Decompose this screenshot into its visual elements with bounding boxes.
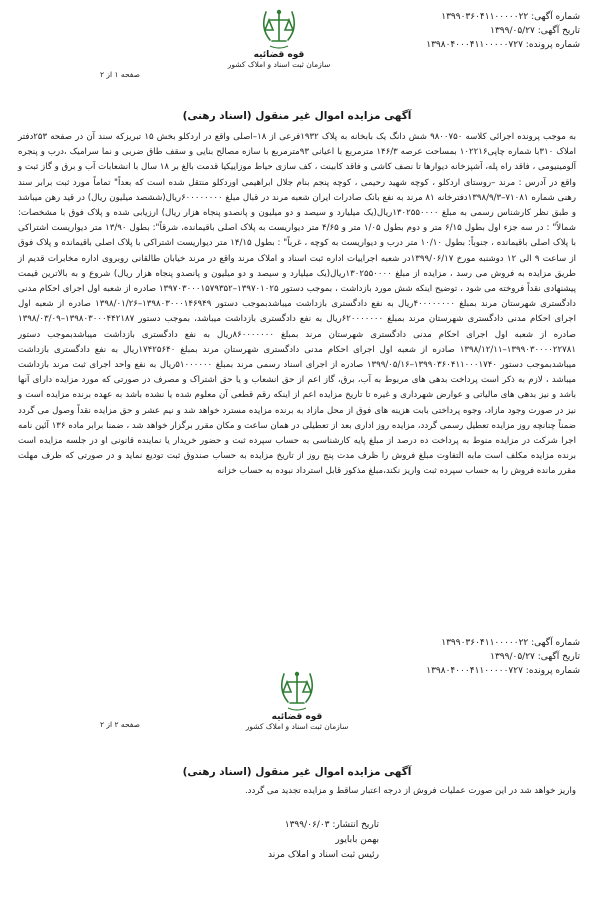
judiciary-emblem bbox=[224, 6, 334, 70]
notice-date: تاریخ آگهی: ۱۳۹۹/۰۵/۲۷ bbox=[490, 26, 580, 36]
judiciary-emblem-icon bbox=[256, 6, 302, 50]
publish-date: تاریخ انتشار: ۱۳۹۹/۰۶/۰۳ bbox=[284, 820, 379, 830]
notice-title: آگهی مزایده اموال غیر منقول (اسناد رهنی) bbox=[182, 110, 412, 122]
case-number: شماره پرونده: ۱۳۹۸۰۴۰۰۰۴۱۱۰۰۰۰۰۷۲۷ bbox=[426, 666, 580, 676]
notice-number: شماره آگهی: ۱۳۹۹۰۳۶۰۴۱۱۰۰۰۰۰۲۲ bbox=[441, 12, 580, 22]
case-number: شماره پرونده: ۱۳۹۸۰۴۰۰۰۴۱۱۰۰۰۰۰۷۲۷ bbox=[426, 40, 580, 50]
page-number-label: صفحه ۲ از ۲ bbox=[100, 720, 140, 729]
page-number-label: صفحه ۱ از ۲ bbox=[100, 70, 140, 79]
judiciary-emblem bbox=[242, 668, 352, 732]
judiciary-emblem-icon bbox=[274, 668, 320, 712]
notice-meta bbox=[426, 636, 580, 678]
notice-number: شماره آگهی: ۱۳۹۹۰۳۶۰۴۱۱۰۰۰۰۰۲۲ bbox=[441, 638, 580, 648]
signature-block bbox=[268, 818, 379, 863]
notice-meta bbox=[426, 10, 580, 52]
signer-role: رئیس ثبت اسناد و املاک مرند bbox=[267, 850, 379, 860]
signer-name: بهمن بابایور bbox=[335, 835, 379, 845]
notice-date: تاریخ آگهی: ۱۳۹۹/۰۵/۲۷ bbox=[490, 652, 580, 662]
emblem-title: قوه قضائیه bbox=[271, 712, 323, 722]
notice-body: به موجب پرونده اجرائی کلاسه ۹۸۰۰۷۵۰ شش دانگ یک بابخانه به پلاک ۱۹۳۲فرعی از ۱۸–اصلی واقع در اردکلو بخش ۱۵ تبریزکه سند آن در صفحه ۲۵۳دفتر املاک ۳۱۰با شماره چاپی۱۰۲۲۱۶ بمساحت عرصه ۱۴۶/۳ مترمربع با اعیانی ۹۳مترمربع با سازه مصالح بنایی و سقف طاق ضربی و نما سرامیک ،درب و پنجره آلومینیومی ، فاقد راه پله، آشپزخانه دیوارها تا نصف کاشی و فاقد کابینت ، کف سازی حیاط موزاییکیا قدمت بالغ بر ۱۸ سال با انشعابات آب و برق و گاز ثبت و واقع در آدرس : مرند –روستای اردکلو ، کوچه شهید رحیمی ، کوچه پنجم بنام جلال ابراهیمی اوردکلو منتقل شده است که بعداً" تماماً مورد ثبت برابر سند رهنی شماره ۷۱۰۸۱–۱۳۹۸/۹/۳دفترخانه ۸۱ مرند به نفع بانک صادرات ایران شعبه مرند در قبال مبلغ ۶۰۰۰۰۰۰۰۰ریال(ششصد میلیون ریال) در قید رهن میباشد و طبق نظر کارشناس رسمی به مبلغ ۱۳۰۲۵۵۰۰۰۰ریال(یک میلیارد و سیصد و دو میلیون و پانصدو پنجاه هزار ریال) ارزیابی شده و پلاک فوق با مشخصات: شمالاً" : در سه جزء اول بطول ۶/۱۵ متر و دوم بطول ۱/۰۵ متر و ۴/۶۵ متر دیواریست به پلاک اصلی باقیمانده، شرقاً": بطول ۱۳/۹۰ متر دیواریست اشتراکی با پلاک اصلی باقیمانده ، جنوباً: بطول ۱۰/۱۰ متر درب و دیواریست به کوچه ، غرباً" : بطول ۱۴/۱۵ متر دیواریست اشتراکی با پلاک اصلی باقیمانده و پلاک فوق از ساعت ۹ الی ۱۲ دوشنبه مورخ ۱۳۹۹/۰۶/۱۷در شعبه اجراییات اداره ثبت اسناد و املاک مرند واقع در مرند خیابان طالقانی روبروی اداره مخابرات قدیم از طریق مزایده به فروش می رسد ، مزایده از مبلغ ۱۳۰۲۵۵۰۰۰۰ریال(یک میلیارد و سیصد و دو میلیون و پانصدو پنجاه هزار ریال) شروع و به بالاترین قیمت پیشنهادی نقداً فروخته می شود ، توضیح اینکه شش مورد بازداشت ، بموجب دستور ۱۳۹۷۰۱۰۲۵–۱۳۹۷۰۳۰۰۰۱۵۷۹۳۵۲ صادره از شعبه اول اجرای احکام مدنی دادگستری شهرستان مرند بمبلغ ۴۰۰۰۰۰۰۰۰ریال به نفع دادگستری بازداشت میباشدبموجب دستور ۱۳۹۸۰۳۰۰۰۱۴۶۹۴۹–۱۳۹۸/۰۱/۲۶ صادره از شعبه اول اجرای احکام مدنی دادگستری شهرستان مرند بمبلغ ۶۲۰۰۰۰۰۰۰ریال به نفع دادگستری بازداشت میباشد، بموجب دستور ۱۳۹۸۰۳۰۰۰۴۴۲۱۸۷–۱۳۹۸/۰۳/۰۹ صادره از شعبه اول اجرای احکام مدنی دادگستری شهرستان مرند بمبلغ ۸۶۰۰۰۰۰۰۰ریال به نفع دادگستری بازداشت میباشدبموجب دستور ۱۳۹۹۰۳۰۰۰۰۲۲۷۸۱–۱۳۹۸/۱۲/۱۱ صادره از شعبه اول اجرای احکام مدنی دادگستری شهرستان مرند بمبلغ ۱۷۴۲۵۶۴۰ریال به نفع دادگستری بازداشت میباشدبموجب دستور ۱۳۹۹۰۳۶۰۴۱۱۰۰۰۱۷۴۰–۱۳۹۹/۰۵/۱۶ صادره از اجرای اسناد رسمی مرند بمبلغ ۵۱۰۰۰۰۰۰ریال به نفع واحد اجرای ثبت مرند بازداشت میباشد ، لازم به ذکر است پرداخت بدهی های مربوط به آب، برق، گاز اعم از حق انشعاب و یا حق اشتراک و مصرف در صورتی که مورد مزایده دارای آنها باشد و نیز بدهی های مالیاتی و عوارض شهرداری و غیره تا تاریخ مزایده اعم از اینکه رقم قطعی آن معلوم شده یا نشده باشد به عهده برنده مزایده است و نیز در صورت وجود مازاد، وجوه پرداختی بابت هزینه های فوق از محل مازاد به برنده مزایده مسترد خواهد شد و نیم عشر و حق مزایده نقداً وصول می گردد ضمناً چنانچه روز مزایده تعطیل رسمی گردد، مزایده روز اداری بعد از تعطیلی در همان ساعت و مکان مقرر برگزار خواهد شد ، ضمنا برابر ماده ۱۳۶ آئین نامه اجرا شرکت در مزایده منوط به پرداخت ده درصد از مبلغ پایه کارشناسی به حساب سپرده ثبت و حضور خریدار یا نماینده قانونی او در جلسه مزایده است برنده مزایده مکلف است مابه التفاوت مبلغ فروش را ظرف مدت پنج روز از تاریخ مزایده به حساب صندوق ثبت تودیع نماید و در صورتی که ظرف مهلت مقرر مانده فروش را به حساب سپرده ثبت واریز نکند،مبلغ مذکور قابل استرداد نبوده به حساب خزانه bbox=[18, 132, 577, 477]
emblem-subtitle: سازمان ثبت اسناد و املاک کشور bbox=[245, 722, 349, 731]
notice-body: واریز خواهد شد در این صورت عملیات فروش از درجه اعتبار ساقط و مزایده تجدید می گردد. bbox=[244, 786, 576, 796]
emblem-title: قوه قضائیه bbox=[253, 50, 305, 60]
notice-title: آگهی مزایده اموال غیر منقول (اسناد رهنی) bbox=[182, 766, 412, 778]
emblem-subtitle: سازمان ثبت اسناد و املاک کشور bbox=[227, 60, 331, 69]
